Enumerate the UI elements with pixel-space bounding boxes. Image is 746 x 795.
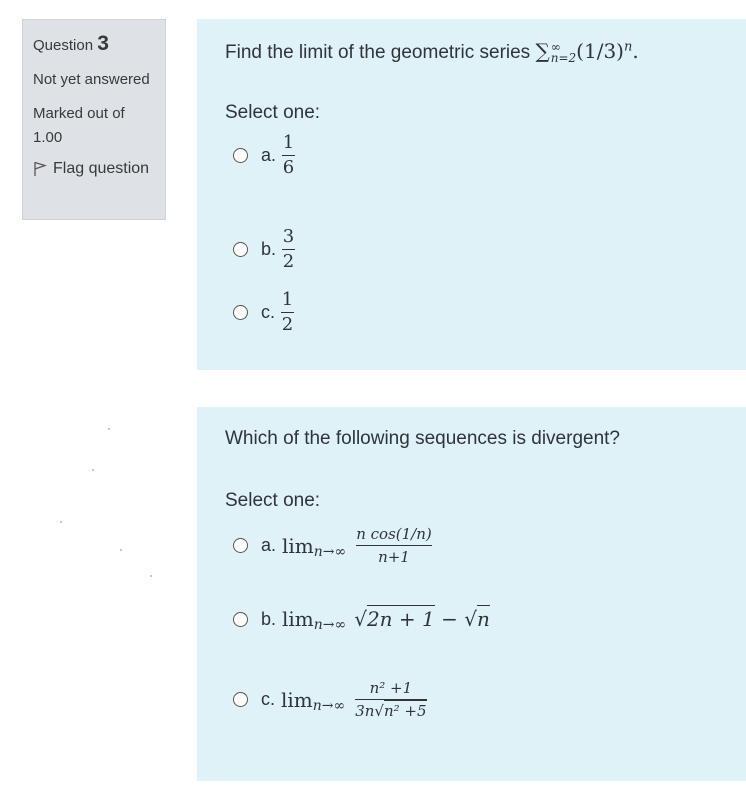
question-state: Not yet answered [33, 71, 150, 88]
radio-button[interactable] [233, 305, 248, 320]
question-2-text: Which of the following sequences is divergent? [225, 428, 621, 449]
q1-option-b[interactable]: b. $\frac{3}{2}$ [233, 227, 295, 272]
speck [120, 549, 122, 551]
question-1-text: Find the limit of the geometric series ∑ ∞ n=2 $(1/3)^n$. [225, 39, 639, 65]
q1-option-c[interactable]: c. $\frac{1}{2}$ [233, 290, 294, 335]
q2-option-a[interactable]: a. lim n→∞ n cos(1/n) n+1 [233, 525, 432, 566]
speck [60, 521, 62, 523]
q2-option-c[interactable]: c. lim n→∞ n² +1 3n√n² +5 [233, 679, 427, 720]
q2-option-b[interactable]: b. lim n→∞ √2n + 1 − √n [233, 607, 490, 631]
select-one-label: Select one: [225, 490, 321, 511]
radio-button[interactable] [233, 148, 248, 163]
fraction: n cos(1/n) n+1 [356, 525, 432, 566]
radio-button[interactable] [233, 538, 248, 553]
question-info-panel [22, 19, 166, 220]
radio-button[interactable] [233, 692, 248, 707]
flag-question-link[interactable] [33, 160, 155, 178]
radio-button[interactable] [233, 612, 248, 627]
speck [92, 469, 94, 471]
select-one-label: Select one: [225, 102, 321, 123]
sqrt-expression: √2n + 1 − √n [354, 607, 490, 631]
fraction: $\frac{1}{6}$ [282, 132, 295, 178]
q1-option-a[interactable]: a. $\frac{1}{6}$ [233, 133, 295, 178]
flag-question-label: Flag question [53, 160, 150, 177]
speck [150, 575, 152, 577]
question-grade: Marked out of 1.00 [33, 105, 125, 146]
fraction: $\frac{3}{2}$ [282, 226, 295, 272]
flag-icon [33, 161, 47, 177]
radio-button[interactable] [233, 242, 248, 257]
speck [108, 428, 110, 430]
series-expression: ∑ ∞ n=2 $(1/3)^n$. [535, 39, 639, 65]
question-number-value: 3 [97, 32, 109, 55]
question-2-panel [197, 407, 746, 781]
fraction: n² +1 3n√n² +5 [355, 679, 427, 720]
question-number: Question 3 [33, 32, 109, 55]
fraction: $\frac{1}{2}$ [281, 289, 294, 335]
question-1-panel [197, 19, 746, 370]
